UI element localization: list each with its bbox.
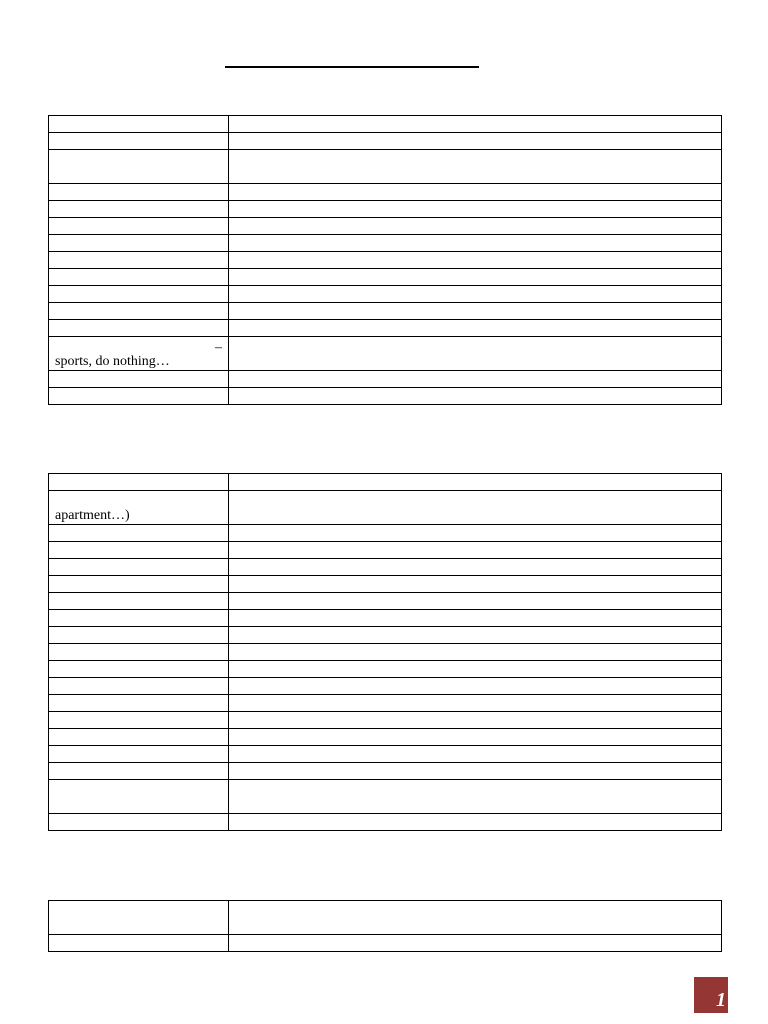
- table-row: [49, 252, 722, 269]
- table-row: [49, 695, 722, 712]
- activities-dash: –: [215, 340, 222, 355]
- table-row: [49, 184, 722, 201]
- activities-label: sports, do nothing…: [55, 354, 170, 369]
- table-row: [49, 712, 722, 729]
- table-row: [49, 320, 722, 337]
- activities-label-cell[interactable]: [49, 337, 229, 371]
- table-row: [49, 286, 722, 303]
- table-row: [49, 678, 722, 695]
- table-row: [49, 474, 722, 491]
- page-number-badge: [694, 977, 728, 1013]
- table-row: [49, 201, 722, 218]
- table-row: [49, 542, 722, 559]
- table-row: [49, 746, 722, 763]
- table-row: [49, 576, 722, 593]
- housing-label-cell[interactable]: [49, 491, 229, 525]
- table-row: [49, 729, 722, 746]
- form-table-1: [48, 115, 722, 405]
- housing-label: apartment…): [55, 508, 130, 523]
- table-row: [49, 610, 722, 627]
- table-row: [49, 150, 722, 184]
- table-row: [49, 935, 722, 952]
- table-row: [49, 116, 722, 133]
- table-row: [49, 593, 722, 610]
- form-table-2: [48, 473, 722, 831]
- table-row: [49, 627, 722, 644]
- table-row: [49, 901, 722, 935]
- table-row: [49, 814, 722, 831]
- table-row: [49, 337, 722, 371]
- table-row: [49, 133, 722, 150]
- page-number: 1: [716, 989, 726, 1011]
- table-row: [49, 235, 722, 252]
- form-table-3: [48, 900, 722, 952]
- table-row: [49, 763, 722, 780]
- table-row: [49, 371, 722, 388]
- table-row: [49, 491, 722, 525]
- title-underline: [225, 66, 479, 68]
- table-row: [49, 780, 722, 814]
- table-row: [49, 559, 722, 576]
- table-row: [49, 661, 722, 678]
- table-row: [49, 644, 722, 661]
- table-row: [49, 525, 722, 542]
- table-row: [49, 303, 722, 320]
- table-row: [49, 388, 722, 405]
- table-row: [49, 269, 722, 286]
- table-row: [49, 218, 722, 235]
